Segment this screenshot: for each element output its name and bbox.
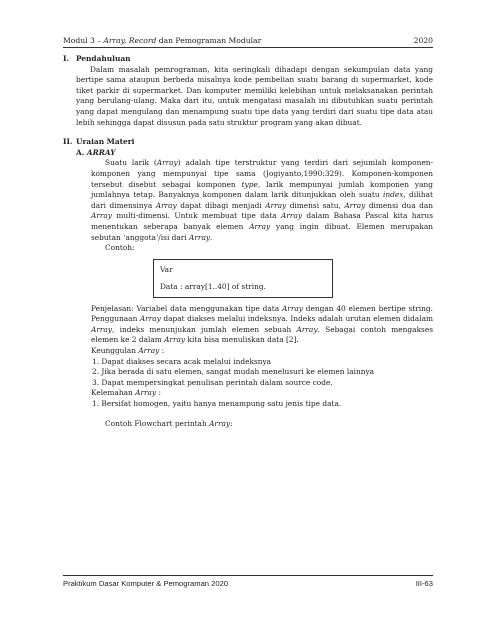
code-example-box xyxy=(153,259,333,298)
header-rule xyxy=(63,47,433,48)
code-line: Data : array[1..40] of string. xyxy=(160,281,266,291)
example-label: Contoh: xyxy=(105,243,135,253)
array-intro-paragraph: Suatu larik (Array) adalah tipe terstruktur yang terdiri dari sejumlah komponen-komponen yang mempunyai tipe sama (Jogiyanto,1990:329). Komponen-komponen tersebut disebut sebagai komponen type, larik mempunyai jumlah komponen yang jumlahnya tetap. Banyaknya komponen dalam larik ditunjukkan oleh suatu index, dilihat dari dimensinya Array dapat dibagi menjadi Array dimensi satu, Array dimensi dua dan Array multi-dimensi. Untuk membuat tipe data Array dalam Bahasa Pascal kita harus menentukan seberapa banyak elemen Array yang ingin dibuat. Elemen merupakan sebutan ‘anggota’/isi dari Array. xyxy=(91,158,433,242)
code-line: Var xyxy=(160,264,173,274)
header-year: 2020 xyxy=(413,36,433,45)
subsection-heading-array: A. ARRAY xyxy=(76,147,116,157)
section-paragraph-pendahuluan: Dalam masalah pemrograman, kita seringkali dihadapi dengan sekumpulan data yang bertipe sama ataupun berbeda misalnya kode pembelian suatu barang di supermarket, kode tiket parkir di supermarket. Dan komputer memiliki kelebihan untuk melaksanakan perintah yang berulang-ulang. Maka dari itu, untuk mengatasi masalah ini dibutuhkan suatu perintah yang dapat mengulang dan menampung suatu tipe data yang terdiri dari suatu tipe data atau lebih sehingga dapat disusun pada satu struktur program yang akan dibuat. xyxy=(76,64,433,127)
flowchart-caption: Contoh Flowchart perintah Array: xyxy=(105,418,233,428)
section-heading-uraian-materi: II. Uraian Materi xyxy=(63,137,135,147)
page-header xyxy=(63,34,433,45)
advantages-list xyxy=(63,357,433,389)
section-heading-pendahuluan: I. Pendahuluan xyxy=(63,54,131,63)
list-item: 1. Dapat diakses secara acak melalui indeksnya xyxy=(92,356,272,366)
page-footer xyxy=(63,579,433,588)
disadvantages-list xyxy=(63,399,433,410)
page-number: III-63 xyxy=(415,579,433,588)
list-item: 3. Dapat mempersingkat penulisan perintah dalam source code. xyxy=(92,377,333,387)
footer-rule xyxy=(63,575,433,576)
footer-title: Praktikum Dasar Komputer & Pemograman 2020 xyxy=(63,579,229,588)
disadvantages-heading: Kelemahan Array : xyxy=(91,388,161,398)
explanation-paragraph: Penjelasan: Variabel data menggunakan tipe data Array dengan 40 elemen bertipe string. Penggunaan Array dapat diakses melalui indeksnya. Indeks adalah urutan elemen didalam Array, indeks menunjukan jumlah elemen sebuah Array. Sebagai contoh mengakses elemen ke 2 dalam Array kita bisa menuliskan data [2]. xyxy=(91,303,434,345)
list-item: 1. Bersifat homogen, yaitu hanya menampung satu jenis tipe data. xyxy=(92,399,342,409)
page-content xyxy=(63,50,433,429)
advantages-heading: Keunggulan Array : xyxy=(91,346,165,356)
header-title: Modul 3 – Array, Record dan Pemograman Modular xyxy=(63,36,262,45)
list-item: 2. Jika berada di satu elemen, sangat mudah menelusuri ke elemen lainnya xyxy=(92,367,375,377)
